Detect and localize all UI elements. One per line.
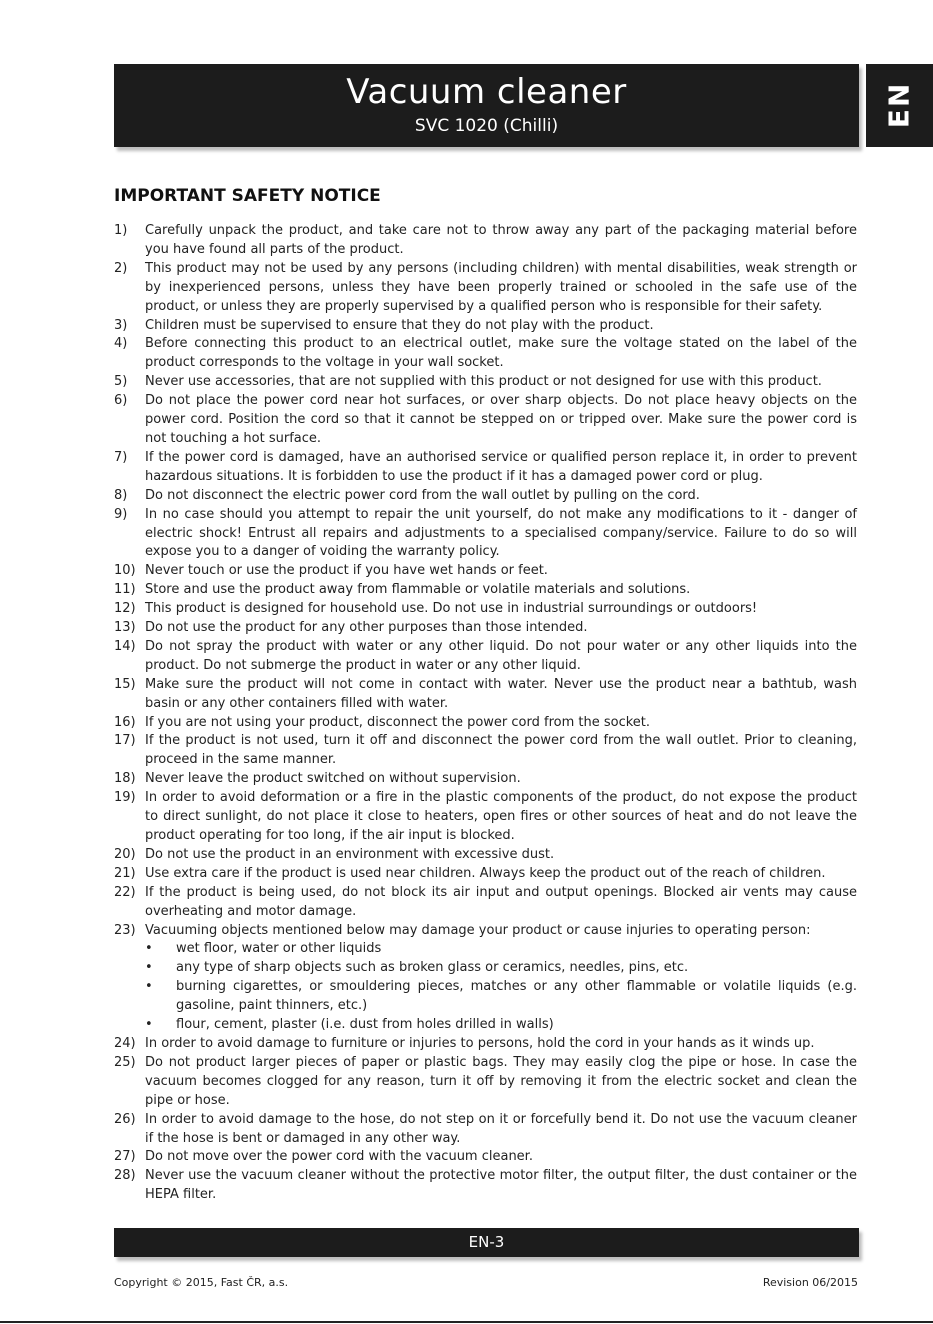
bottom-rule xyxy=(0,1321,933,1323)
safety-item xyxy=(114,581,857,600)
safety-item-text: If the product is not used, turn it off and disconnect the power cord from the wall outlet. Prior to cleaning, proceed in the same manner. xyxy=(145,733,857,768)
safety-item-number: 4) xyxy=(114,336,128,352)
safety-item-number: 9) xyxy=(114,506,128,522)
safety-item xyxy=(114,562,857,581)
safety-item xyxy=(114,392,857,449)
safety-item-number: 7) xyxy=(114,449,128,465)
safety-item-text: Do not disconnect the electric power cord from the wall outlet by pulling on the cord. xyxy=(145,487,700,503)
safety-item-number: 19) xyxy=(114,790,136,806)
safety-item-text: Before connecting this product to an electrical outlet, make sure the voltage stated on the label of the product corresponds to the voltage in your wall socket. xyxy=(145,336,857,371)
safety-item-text: Do not product larger pieces of paper or plastic bags. They may easily clog the pipe or hose. In case the vacuum becomes clogged for any reason, turn it off by removing it from the electric socket and clean the pipe or hose. xyxy=(145,1054,857,1108)
safety-item-number: 16) xyxy=(114,714,136,730)
safety-item xyxy=(114,789,857,846)
safety-item-number: 6) xyxy=(114,393,128,409)
model-subtitle: SVC 1020 (Chilli) xyxy=(414,116,559,136)
safety-item xyxy=(114,865,857,884)
safety-item xyxy=(114,1167,857,1205)
safety-item xyxy=(114,846,857,865)
safety-item xyxy=(114,449,857,487)
safety-item-number: 5) xyxy=(114,374,128,390)
bullet-icon: • xyxy=(145,941,153,957)
hazard-subitem xyxy=(145,940,857,959)
safety-item xyxy=(114,600,857,619)
safety-item-number: 25) xyxy=(114,1054,136,1070)
safety-item-text: If the product is being used, do not block its air input and output openings. Blocked air vents may cause overheating and motor damage. xyxy=(145,884,857,919)
safety-item xyxy=(114,922,857,1035)
safety-notice-list xyxy=(114,222,857,1205)
safety-item xyxy=(114,260,857,317)
safety-item-text: Never use accessories, that are not supplied with this product or not designed for use with this product. xyxy=(145,374,822,390)
safety-item xyxy=(114,1035,857,1054)
copyright-text: Copyright © 2015, Fast ČR, a.s. xyxy=(114,1276,289,1289)
safety-item xyxy=(114,714,857,733)
safety-item-number: 15) xyxy=(114,676,136,692)
safety-item-text: If you are not using your product, disconnect the power cord from the socket. xyxy=(145,714,651,730)
page-number-bar xyxy=(114,1228,859,1257)
bullet-icon: • xyxy=(145,1017,153,1033)
safety-item xyxy=(114,222,857,260)
safety-item-text: Never use the vacuum cleaner without the protective motor filter, the output filter, the dust container or the HEPA filter. xyxy=(145,1168,857,1203)
safety-item xyxy=(114,619,857,638)
safety-item-number: 18) xyxy=(114,771,136,787)
safety-item xyxy=(114,1111,857,1149)
safety-item-text: Never touch or use the product if you have wet hands or feet. xyxy=(145,563,548,579)
safety-item xyxy=(114,638,857,676)
document-title: Vacuum cleaner xyxy=(346,72,627,112)
safety-item-number: 11) xyxy=(114,582,136,598)
language-label: EN xyxy=(882,81,916,129)
hazard-subitem xyxy=(145,1016,857,1035)
safety-item-text: This product is designed for household use. Do not use in industrial surroundings or outdoors! xyxy=(145,601,758,617)
safety-item xyxy=(114,506,857,563)
revision-text: Revision 06/2015 xyxy=(762,1276,858,1289)
safety-item xyxy=(114,1148,857,1167)
safety-item-number: 27) xyxy=(114,1149,136,1165)
safety-item-number: 26) xyxy=(114,1111,136,1127)
safety-item xyxy=(114,373,857,392)
safety-item xyxy=(114,487,857,506)
safety-item-text: Do not spray the product with water or any other liquid. Do not pour water or any other liquids into the product. Do not submerge the product in water or any other liquid. xyxy=(145,638,857,673)
safety-item-text: In no case should you attempt to repair the unit yourself, do not make any modifications to it - danger of electric shock! Entrust all repairs and adjustments to a specialised company/service. Failure to do so will expose you to a danger of voiding the warranty policy. xyxy=(145,506,857,560)
safety-item xyxy=(114,676,857,714)
safety-item-number: 24) xyxy=(114,1035,136,1051)
safety-item-text: In order to avoid damage to furniture or injuries to persons, hold the cord in your hands as it winds up. xyxy=(145,1035,815,1051)
bullet-icon: • xyxy=(145,960,153,976)
safety-item-number: 2) xyxy=(114,260,128,276)
safety-item-text: Do not use the product in an environment with excessive dust. xyxy=(145,846,555,862)
hazard-sublist xyxy=(145,940,857,1035)
hazard-subitem-text: any type of sharp objects such as broken glass or ceramics, needles, pins, etc. xyxy=(176,960,689,976)
safety-item-number: 17) xyxy=(114,733,136,749)
safety-item-text: Use extra care if the product is used near children. Always keep the product out of the reach of children. xyxy=(145,865,826,881)
safety-item-text: Carefully unpack the product, and take care not to throw away any part of the packaging material before you have found all parts of the product. xyxy=(145,223,857,257)
header-bar xyxy=(114,64,859,147)
safety-item-number: 10) xyxy=(114,563,136,579)
safety-item-text: Never leave the product switched on without supervision. xyxy=(145,771,521,787)
section-title: IMPORTANT SAFETY NOTICE xyxy=(114,186,381,206)
safety-item xyxy=(114,732,857,770)
safety-item-text: Do not place the power cord near hot surfaces, or over sharp objects. Do not place heavy objects on the power cord. Position the cord so that it cannot be stepped on or tripped over. Make sure the power cord is not touching a hot surface. xyxy=(145,393,857,446)
safety-item xyxy=(114,884,857,922)
safety-item-text: Children must be supervised to ensure that they do not play with the product. xyxy=(145,317,654,333)
safety-item-text: In order to avoid deformation or a fire in the plastic components of the product, do not expose the product to direct sunlight, do not place it close to heaters, open fires or other sources of heat and do not leave the product operating for too long, if the air input is blocked. xyxy=(145,790,857,843)
safety-item-number: 13) xyxy=(114,620,136,636)
hazard-subitem xyxy=(145,959,857,978)
safety-item-number: 21) xyxy=(114,865,136,881)
safety-item-number: 3) xyxy=(114,317,128,333)
hazard-subitem-text: flour, cement, plaster (i.e. dust from holes drilled in walls) xyxy=(176,1017,554,1033)
page-number: EN-3 xyxy=(468,1233,505,1251)
hazard-subitem-text: wet floor, water or other liquids xyxy=(176,941,382,957)
safety-item-number: 23) xyxy=(114,922,136,938)
safety-item-text: Store and use the product away from flammable or volatile materials and solutions. xyxy=(145,582,691,598)
hazard-subitem-text: burning cigarettes, or smouldering pieces, matches or any other flammable or volatile liquids (e.g. gasoline, paint thinners, etc.) xyxy=(176,979,857,1014)
safety-item-text: Do not move over the power cord with the vacuum cleaner. xyxy=(145,1149,533,1165)
safety-item-text: Make sure the product will not come in contact with water. Never use the product near a bathtub, wash basin or any other containers filled with water. xyxy=(145,676,857,711)
safety-item-number: 20) xyxy=(114,846,136,862)
safety-item-text: In order to avoid damage to the hose, do not step on it or forcefully bend it. Do not use the vacuum cleaner if the hose is bent or damaged in any other way. xyxy=(145,1111,857,1146)
safety-item-number: 12) xyxy=(114,601,136,617)
safety-item xyxy=(114,335,857,373)
safety-item-text: Do not use the product for any other purposes than those intended. xyxy=(145,620,588,636)
safety-item xyxy=(114,770,857,789)
safety-item-text: This product may not be used by any persons (including children) with mental disabilities, weak strength or by inexperienced persons, unless they have been properly trained or schooled in the safe use of the product, or unless they are properly supervised by a qualified person who is responsible for their safety. xyxy=(145,260,857,314)
safety-item-number: 1) xyxy=(114,223,128,238)
hazard-subitem xyxy=(145,978,857,1016)
safety-item-number: 28) xyxy=(114,1168,136,1184)
safety-item-text: Vacuuming objects mentioned below may damage your product or cause injuries to operating person: xyxy=(145,922,811,938)
safety-item-number: 22) xyxy=(114,884,136,900)
language-tab xyxy=(866,64,933,147)
safety-item-number: 14) xyxy=(114,638,136,654)
safety-item xyxy=(114,317,857,336)
safety-item xyxy=(114,1054,857,1111)
bullet-icon: • xyxy=(145,979,153,995)
safety-item-text: If the power cord is damaged, have an authorised service or qualified person replace it, in order to prevent hazardous situations. It is forbidden to use the product if it has a damaged power cord or plug. xyxy=(145,449,857,484)
safety-item-number: 8) xyxy=(114,487,128,503)
